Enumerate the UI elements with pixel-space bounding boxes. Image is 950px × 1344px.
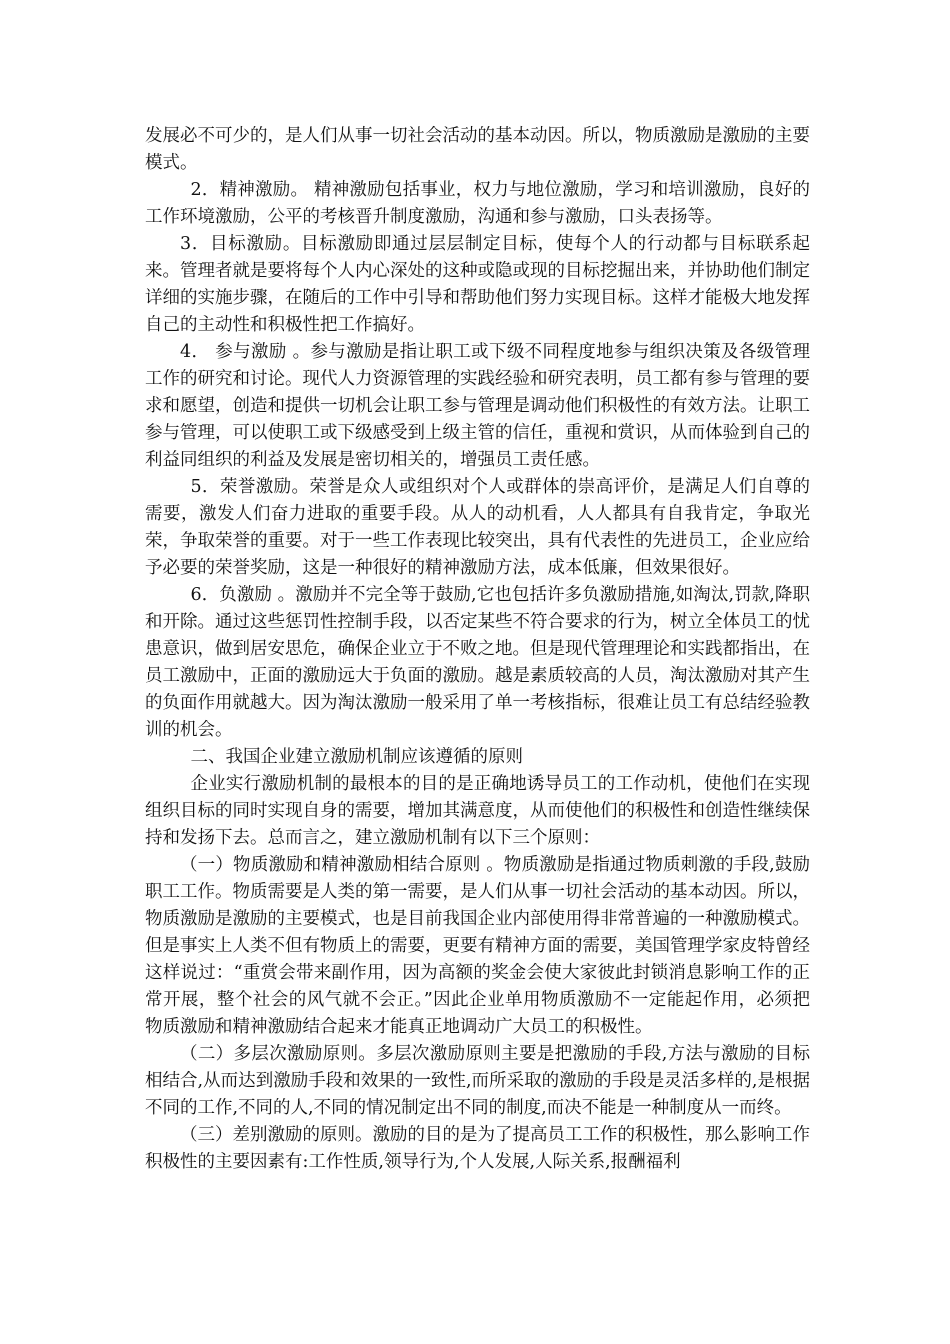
paragraph-principle-two: （二）多层次激励原则。多层次激励原则主要是把激励的手段,方法与激励的目标相结合,从而达到激励手段和效果的一致性,而所采取的激励的手段是灵活多样的,是根据不同的工作,不同的人,不同的情况制定出不同的制度,而决不能是一种制度从一而终。: [145, 1044, 810, 1118]
section-heading-principles: 二、我国企业建立激励机制应该遵循的原则: [190, 747, 523, 767]
paragraph-principle-one: （一）物质激励和精神激励相结合原则 。物质激励是指通过物质刺激的手段,鼓励职工工作。物质需要是人类的第一需要，是人们从事一切社会活动的基本动因。所以，物质激励是激励的主要模式，也是目前我国企业内部使用得非常普遍的一种激励模式。但是事实上人类不但有物质上的需要，更要有精神方面的需要，美国管理学家皮特曾经这样说过：“重赏会带来副作用，因为高额的奖金会使大家彼此封锁消息影响工作的正常开展，整个社会的风气就不会正。”因此企业单用物质激励不一定能起作用，必须把物质激励和精神激励结合起来才能真正地调动广大员工的积极性。: [145, 855, 810, 1037]
paragraph-participation-incentive: 4． 参与激励 。参与激励是指让职工或下级不同程度地参与组织决策及各级管理工作的研究和讨论。现代人力资源管理的实践经验和研究表明，员工都有参与管理的要求和愿望，创造和提供一切机会让职工参与管理是调动他们积极性的有效方法。让职工参与管理，可以使职工或下级感受到上级主管的信任，重视和赏识，从而体验到自己的利益同组织的利益及发展是密切相关的，增强员工责任感。: [145, 342, 810, 470]
paragraph-honor-incentive: 5．荣誉激励。荣誉是众人或组织对个人或群体的崇高评价，是满足人们自尊的需要，激发人们奋力进取的重要手段。从人的动机看，人人都具有自我肯定，争取光荣，争取荣誉的重要。对于一些工作表现比较突出，具有代表性的先进员工，企业应给予必要的荣誉奖励，这是一种很好的精神激励方法，成本低廉，但效果很好。: [145, 477, 810, 578]
paragraph-principle-three: （三）差别激励的原则。激励的目的是为了提高员工工作的积极性，那么影响工作积极性的主要因素有:工作性质,领导行为,个人发展,人际关系,报酬福利: [145, 1125, 810, 1172]
paragraph-goal-incentive: 3．目标激励。目标激励即通过层层制定目标，使每个人的行动都与目标联系起来。管理者就是要将每个人内心深处的这种或隐或现的目标挖掘出来，并协助他们制定详细的实施步骤，在随后的工作中引导和帮助他们努力实现目标。这样才能极大地发挥自己的主动性和积极性把工作搞好。: [145, 234, 810, 335]
paragraph-material-incentive-end: 发展必不可少的，是人们从事一切社会活动的基本动因。所以，物质激励是激励的主要模式。: [145, 126, 810, 173]
paragraph-principles-intro: 企业实行激励机制的最根本的目的是正确地诱导员工的工作动机，使他们在实现组织目标的同时实现自身的需要，增加其满意度，从而使他们的积极性和创造性继续保持和发扬下去。总而言之，建立激励机制有以下三个原则：: [145, 774, 810, 848]
document-page: [145, 123, 810, 1176]
paragraph-negative-incentive: 6．负激励 。激励并不完全等于鼓励,它也包括许多负激励措施,如淘汰,罚款,降职和开除。通过这些惩罚性控制手段，以否定某些不符合要求的行为，树立全体员工的忧患意识，做到居安思危，确保企业立于不败之地。但是现代管理理论和实践都指出，在员工激励中，正面的激励远大于负面的激励。越是素质较高的人员，淘汰激励对其产生的负面作用就越大。因为淘汰激励一般采用了单一考核指标，很难让员工有总结经验教训的机会。: [145, 585, 810, 740]
paragraph-spiritual-incentive: 2．精神激励。 精神激励包括事业，权力与地位激励，学习和培训激励，良好的工作环境激励，公平的考核晋升制度激励，沟通和参与激励，口头表扬等。: [145, 180, 810, 227]
